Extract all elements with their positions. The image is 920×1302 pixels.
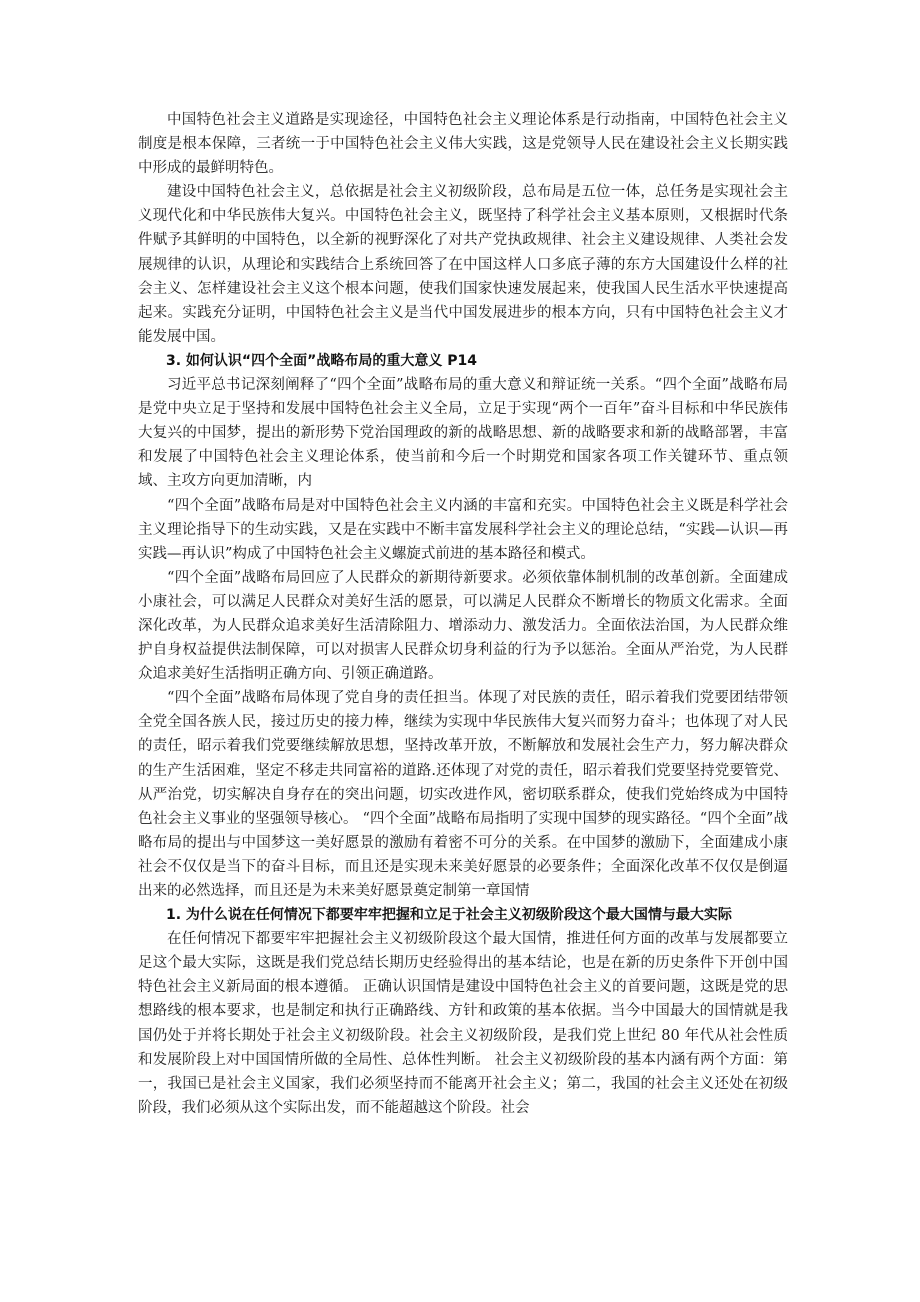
paragraph-socialist-path: 中国特色社会主义道路是实现途径，中国特色社会主义理论体系是行动指南，中国特色社会主义制度是根本保障，三者统一于中国特色社会主义伟大实践，这是党领导人民在建设社会主义长期实践中形成的最鲜明特色。 (138, 112, 788, 177)
paragraph-party-responsibility: “四个全面”战略布局体现了党自身的责任担当。体现了对民族的责任，昭示着我们党要团结带领全党全国各族人民，接过历史的接力棒，继续为实现中华民族伟大复兴而努力奋斗；也体现了对人民的责任，昭示着我们党要继续解放思想，坚持改革开放，不断解放和发展社会生产力，努力解决群众的生产生活困难，坚定不移走共同富裕的道路.还体现了对党的责任，昭示着我们党要坚持党要管党、从严治党，切实解决自身存在的突出问题，切实改进作风，密切联系群众，使我们党始终成为中国特色社会主义事业的坚强领导核心。 “四个全面”战略布局指明了实现中国梦的现实路径。“四个全面”战略布局的提出与中国梦这一美好愿景的激励有着密不可分的关系。在中国梦的激励下，全面建成小康社会不仅仅是当下的奋斗目标，而且还是实现未来美好愿景的必要条件；全面深化改革不仅仅是倒逼出来的必然选择，而且还是为未来美好愿景奠定制第一章国情 (138, 690, 788, 899)
paragraph-building-socialism: 建设中国特色社会主义，总依据是社会主义初级阶段，总布局是五位一体，总任务是实现社会主义现代化和中华民族伟大复兴。中国特色社会主义，既坚持了科学社会主义基本原则，又根据时代条件赋予其鲜明的中国特色，以全新的视野深化了对共产党执政规律、社会主义建设规律、人类社会发展规律的认识，从理论和实践结合上系统回答了在中国这样人口多底子薄的东方大国建设什么样的社会主义、怎样建设社会主义这个根本问题，使我们国家快速发展起来，使我国人民生活水平快速提高起来。实践充分证明，中国特色社会主义是当代中国发展进步的根本方向，只有中国特色社会主义才能发展中国。 (138, 184, 788, 345)
paragraph-strategic-significance: 习近平总书记深刻阐释了“四个全面”战略布局的重大意义和辩证统一关系。“四个全面”战略布局是党中央立足于坚持和发展中国特色社会主义全局，立足于实现“两个一百年”奋斗目标和中华民族伟大复兴的中国梦，提出的新形势下党治国理政的新的战略思想、新的战略要求和新的战略部署，丰富和发展了中国特色社会主义理论体系，使当前和今后一个时期党和国家各项工作关键环节、重点领域、主攻方向更加清晰，内 (138, 377, 788, 490)
paragraph-enrichment: “四个全面”战略布局是对中国特色社会主义内涵的丰富和充实。中国特色社会主义既是科学社会主义理论指导下的生动实践，又是在实践中不断丰富发展科学社会主义的理论总结，“实践—认识—再实践—再认识”构成了中国特色社会主义螺旋式前进的基本路径和模式。 (138, 497, 788, 562)
document-body (138, 108, 788, 1120)
section-heading-four-comprehensives: 3. 如何认识“四个全面”战略布局的重大意义 P14 (166, 352, 477, 369)
paragraph-primary-stage: 在任何情况下都要牢牢把握社会主义初级阶段这个最大国情，推进任何方面的改革与发展都要立足这个最大实际，这既是我们党总结长期历史经验得出的基本结论，也是在新的历史条件下开创中国特色社会主义新局面的根本遵循。 正确认识国情是建设中国特色社会主义的首要问题，这既是党的思想路线的根本要求，也是制定和执行正确路线、方针和政策的基本依据。当今中国最大的国情就是我国仍处于并将长期处于社会主义初级阶段。社会主义初级阶段，是我们党上世纪 80 年代从社会性质和发展阶段上对中国国情所做的全局性、总体性判断。 社会主义初级阶段的基本内涵有两个方面：第一，我国已是社会主义国家，我们必须坚持而不能离开社会主义；第二，我国的社会主义还处在初级阶段，我们必须从这个实际出发，而不能超越这个阶段。社会 (138, 931, 788, 1116)
paragraph-people-expectations: “四个全面”战略布局回应了人民群众的新期待新要求。必须依靠体制机制的改革创新。全面建成小康社会，可以满足人民群众对美好生活的愿景，可以满足人民群众不断增长的物质文化需求。全面深化改革，为人民群众追求美好生活清除阻力、增添动力、激发活力。全面依法治国，为人民群众维护自身权益提供法制保障，可以对损害人民群众切身利益的行为予以惩治。全面从严治党，为人民群众追求美好生活指明正确方向、引领正确道路。 (138, 569, 788, 683)
section-heading-primary-stage: 1. 为什么说在任何情况下都要牢牢把握和立足于社会主义初级阶段这个最大国情与最大实际 (166, 907, 732, 924)
